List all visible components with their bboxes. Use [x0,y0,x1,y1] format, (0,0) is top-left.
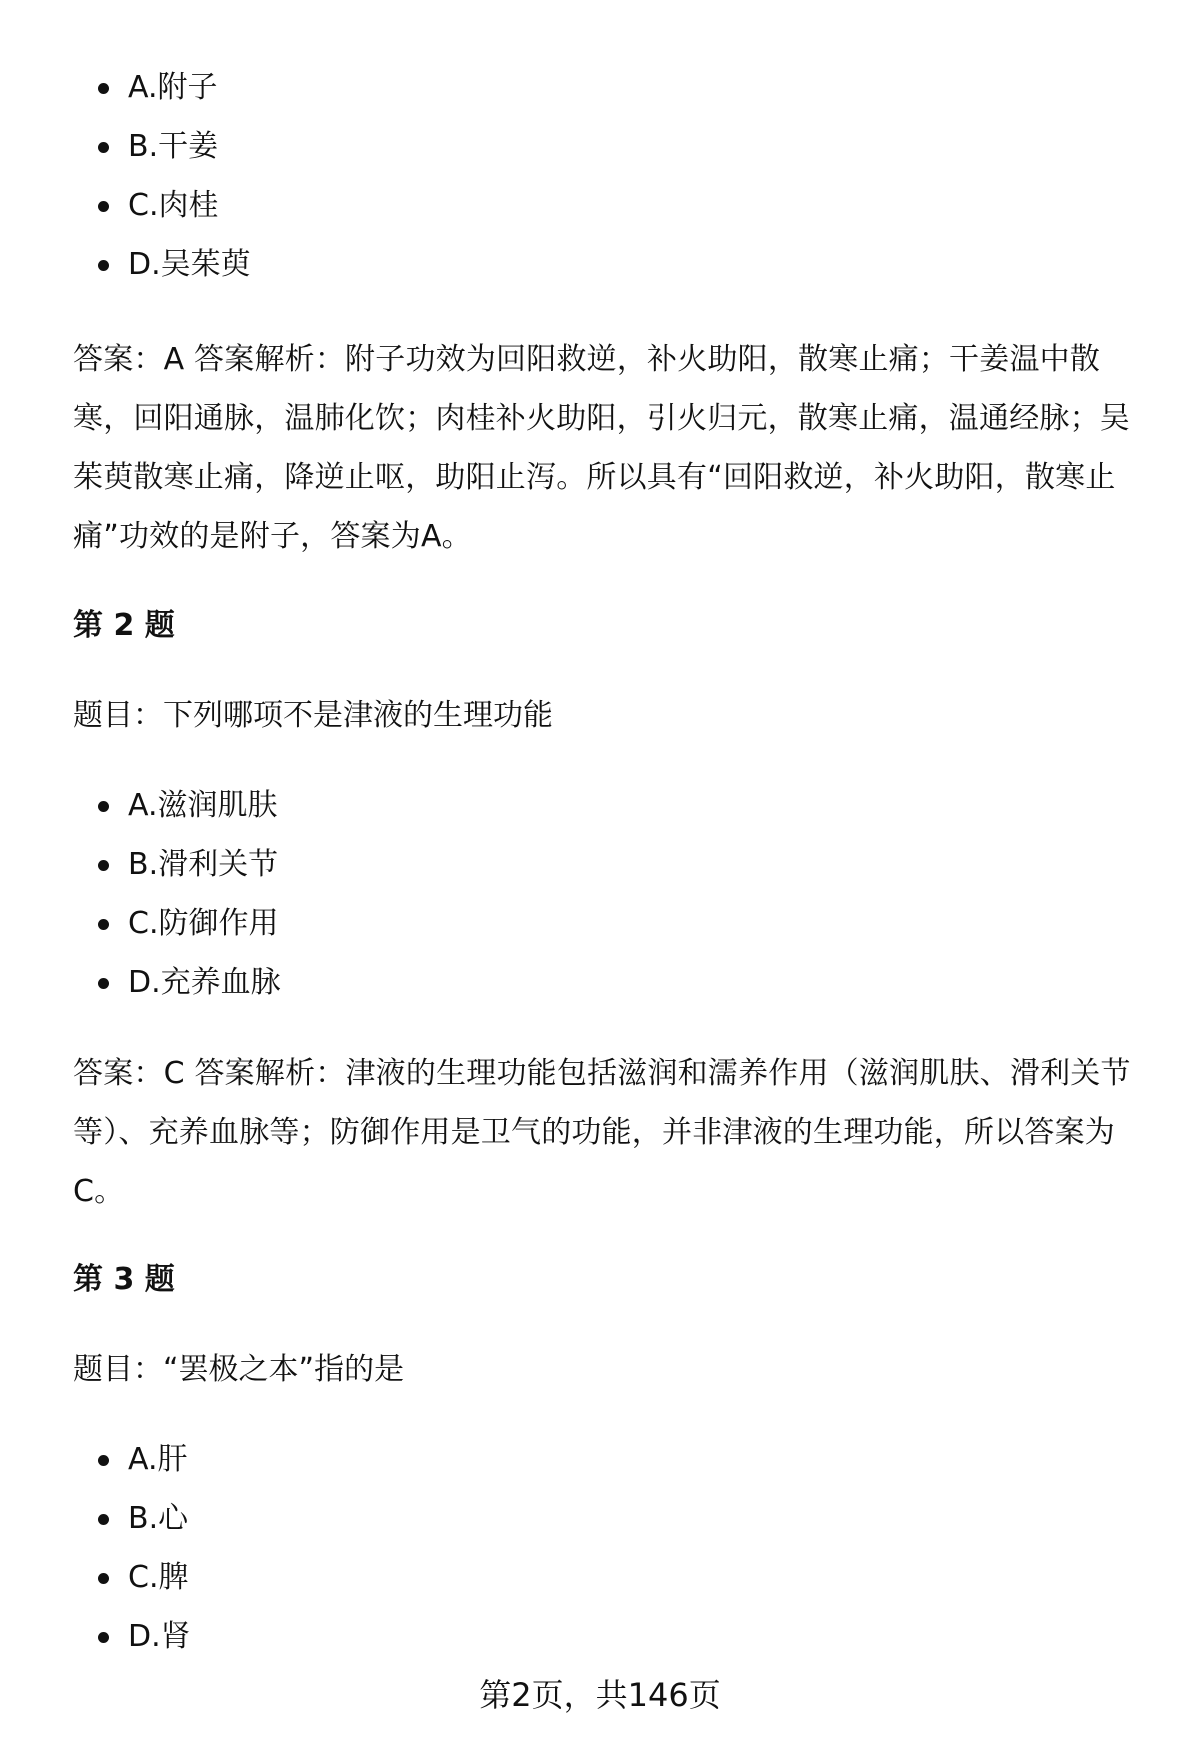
q2-option-list [0,776,281,1012]
option-label: D.充养血脉 [128,965,281,1000]
option-label: B.心 [128,1501,189,1536]
bullet-icon [98,801,109,812]
option-label: C.脾 [128,1560,189,1595]
bullet-icon [98,978,109,989]
q3-heading: 第 3 题 [73,1262,175,1297]
q2-text: 题目：下列哪项不是津液的生理功能 [73,698,553,733]
q2-option-a [0,776,281,835]
option-label: A.肝 [128,1442,188,1477]
q1-answer: 答案：A 答案解析：附子功效为回阳救逆，补火助阳，散寒止痛；干姜温中散寒，回阳通脉，温肺化饮；肉桂补火助阳，引火归元，散寒止痛，温通经脉；吴茱萸散寒止痛，降逆止呕，助阳止泻。所以具有“回阳救逆，补火助阳，散寒止痛”功效的是附子，答案为A。 [73,342,1130,554]
q2-option-c [0,894,281,953]
bullet-icon [98,1632,109,1643]
bullet-icon [98,860,109,871]
page-number-footer: 第2页，共146页 [479,1676,721,1714]
option-label: A.滋润肌肤 [128,788,278,823]
option-label: B.滑利关节 [128,847,279,882]
bullet-icon [98,201,109,212]
option-label: D.吴茱萸 [128,247,251,282]
q3-option-list [0,1430,191,1666]
option-label: C.肉桂 [128,188,219,223]
bullet-icon [98,1455,109,1466]
option-label: C.防御作用 [128,906,279,941]
q2-option-b [0,835,281,894]
q3-option-c [0,1548,191,1607]
q3-text: 题目：“罢极之本”指的是 [73,1352,405,1387]
option-label: B.干姜 [128,129,219,164]
q1-option-a [0,58,251,117]
bullet-icon [98,260,109,271]
option-label: A.附子 [128,70,218,105]
q2-answer: 答案：C 答案解析：津液的生理功能包括滋润和濡养作用（滋润肌肤、滑利关节等）、充养血脉等；防御作用是卫气的功能，并非津液的生理功能，所以答案为C。 [73,1056,1131,1209]
bullet-icon [98,1514,109,1525]
bullet-icon [98,142,109,153]
q2-heading: 第 2 题 [73,608,175,643]
q1-option-c [0,176,251,235]
q3-option-a [0,1430,191,1489]
q3-option-b [0,1489,191,1548]
q1-option-list [0,58,251,294]
q1-option-b [0,117,251,176]
bullet-icon [98,1573,109,1584]
bullet-icon [98,919,109,930]
bullet-icon [98,83,109,94]
q1-option-d [0,235,251,294]
option-label: D.肾 [128,1619,191,1654]
q3-option-d [0,1607,191,1666]
q2-option-d [0,953,281,1012]
